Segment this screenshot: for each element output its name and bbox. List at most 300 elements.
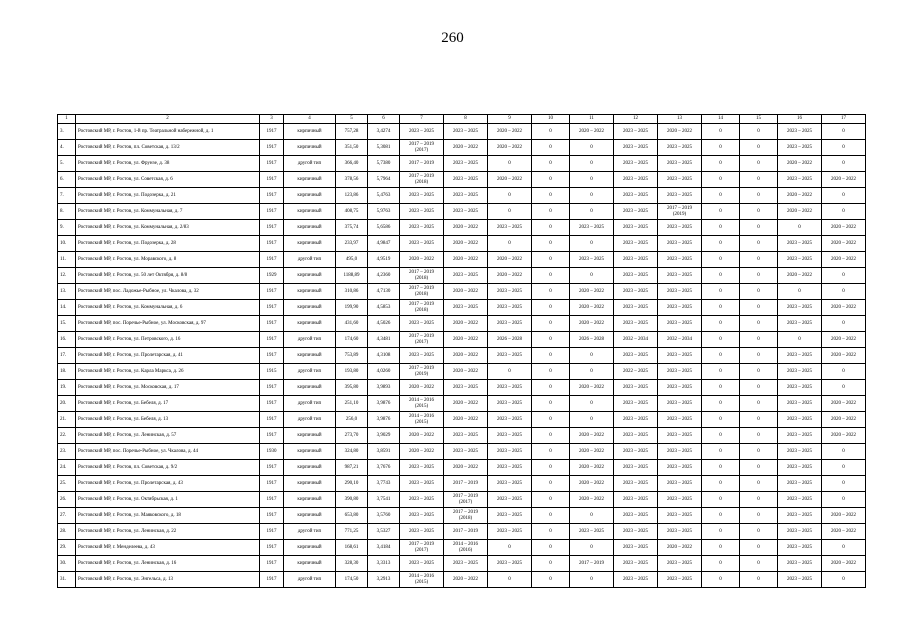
address-cell: Ростовский МР, г. Ростов, ул. Советская, д. 6 bbox=[76, 172, 260, 188]
table-cell: 2020 – 2022 bbox=[400, 428, 444, 444]
table-cell: 2023 – 2025 bbox=[658, 316, 702, 332]
table-cell: 168,61 bbox=[336, 540, 368, 556]
table-cell: 2023 – 2025 bbox=[614, 556, 658, 572]
column-number-cell: 9 bbox=[488, 115, 532, 124]
table-cell: 0 bbox=[740, 380, 778, 396]
table-cell: 0 bbox=[740, 124, 778, 140]
table-row bbox=[58, 172, 866, 188]
table-cell: 4,9847 bbox=[368, 236, 400, 252]
table-cell: 0 bbox=[532, 268, 570, 284]
table-row bbox=[58, 124, 866, 140]
table-cell: 2023 – 2025 bbox=[444, 204, 488, 220]
table-cell: 5,9763 bbox=[368, 204, 400, 220]
table-cell: 0 bbox=[532, 524, 570, 540]
table-cell: 2023 – 2025 bbox=[778, 300, 822, 316]
table-cell: 0 bbox=[702, 540, 740, 556]
table-cell: 0 bbox=[740, 492, 778, 508]
table-cell: 2023 – 2025 bbox=[658, 284, 702, 300]
column-number-cell: 10 bbox=[532, 115, 570, 124]
table-cell: 0 bbox=[740, 332, 778, 348]
table-cell: 2032 – 2034 bbox=[658, 332, 702, 348]
table-cell: 2020 – 2022 bbox=[570, 300, 614, 316]
table-cell: 2023 – 2025 bbox=[614, 524, 658, 540]
table-row bbox=[58, 332, 866, 348]
table-cell: 2020 – 2022 bbox=[488, 252, 532, 268]
schedule-table bbox=[57, 114, 866, 588]
table-cell: 2023 – 2025 bbox=[614, 156, 658, 172]
table-cell: 3,5327 bbox=[368, 524, 400, 540]
table-cell: 2020 – 2022 bbox=[822, 332, 866, 348]
table-row bbox=[58, 188, 866, 204]
row-number-cell: 3. bbox=[58, 124, 76, 140]
table-cell: 2023 – 2025 bbox=[658, 348, 702, 364]
row-number-cell: 19. bbox=[58, 380, 76, 396]
table-cell: 2023 – 2025 bbox=[400, 556, 444, 572]
address-cell: Ростовский МР, г. Ростов, ул. Маяковского, д. 18 bbox=[76, 508, 260, 524]
row-number-cell: 24. bbox=[58, 460, 76, 476]
table-cell: 2023 – 2025 bbox=[658, 508, 702, 524]
address-cell: Ростовский МР, г. Ростов, ул. Пролетарская, д. 43 bbox=[76, 476, 260, 492]
table-cell: кирпичный bbox=[284, 188, 336, 204]
table-cell: 2020 – 2022 bbox=[822, 252, 866, 268]
table-cell: 2023 – 2025 bbox=[658, 476, 702, 492]
table-cell: 0 bbox=[532, 476, 570, 492]
table-cell: 2020 – 2022 bbox=[444, 460, 488, 476]
table-cell: 0 bbox=[570, 172, 614, 188]
table-cell: 2014 – 2016 (2015) bbox=[400, 412, 444, 428]
table-cell: 0 bbox=[702, 524, 740, 540]
address-cell: Ростовский МР, г. Ростов, ул. 50 лет Октября, д. 8/8 bbox=[76, 268, 260, 284]
table-cell: 0 bbox=[740, 572, 778, 588]
row-number-cell: 4. bbox=[58, 140, 76, 156]
table-cell: 0 bbox=[570, 572, 614, 588]
table-cell: 2023 – 2025 bbox=[400, 220, 444, 236]
address-cell: Ростовский МР, г. Ростов, ул. Коммунальная, д. 6 bbox=[76, 300, 260, 316]
table-cell: 0 bbox=[702, 364, 740, 380]
table-cell: 1917 bbox=[260, 252, 284, 268]
table-cell: 2023 – 2025 bbox=[488, 348, 532, 364]
address-cell: Ростовский МР, г. Ростов, ул. Октябрьская, д. 1 bbox=[76, 492, 260, 508]
table-cell: 0 bbox=[740, 140, 778, 156]
table-cell: 0 bbox=[532, 204, 570, 220]
table-cell: 2023 – 2025 bbox=[488, 444, 532, 460]
table-cell: 0 bbox=[702, 172, 740, 188]
table-cell: 2020 – 2022 bbox=[570, 476, 614, 492]
table-cell: 2023 – 2025 bbox=[778, 316, 822, 332]
table-cell: 2023 – 2025 bbox=[614, 540, 658, 556]
table-cell: 2023 – 2025 bbox=[778, 412, 822, 428]
row-number-cell: 8. bbox=[58, 204, 76, 220]
table-cell: 1917 bbox=[260, 300, 284, 316]
table-cell: 3,7743 bbox=[368, 476, 400, 492]
table-cell: 5,6586 bbox=[368, 220, 400, 236]
table-cell: 0 bbox=[822, 316, 866, 332]
address-cell: Ростовский МР, г. Ростов, пл. Советская, д. 13/2 bbox=[76, 140, 260, 156]
table-cell: 2023 – 2025 bbox=[658, 428, 702, 444]
table-cell: 2023 – 2025 bbox=[400, 476, 444, 492]
address-cell: Ростовский МР, г. Ростов, ул. Коммунальная, д. 7 bbox=[76, 204, 260, 220]
table-cell: 2023 – 2025 bbox=[400, 204, 444, 220]
table-cell: 123,86 bbox=[336, 188, 368, 204]
table-cell: 0 bbox=[822, 140, 866, 156]
table-cell: 0 bbox=[532, 156, 570, 172]
table-cell: 2023 – 2025 bbox=[658, 364, 702, 380]
table-cell: 0 bbox=[740, 396, 778, 412]
table-cell: 0 bbox=[740, 508, 778, 524]
table-cell: 2020 – 2022 bbox=[444, 252, 488, 268]
table-cell: 2023 – 2025 bbox=[778, 348, 822, 364]
column-number-cell: 14 bbox=[702, 115, 740, 124]
table-cell: 0 bbox=[488, 236, 532, 252]
column-number-cell: 8 bbox=[444, 115, 488, 124]
table-cell: 2023 – 2025 bbox=[658, 188, 702, 204]
table-cell: 2020 – 2022 bbox=[444, 220, 488, 236]
table-cell: 2017 – 2019 (2018) bbox=[444, 508, 488, 524]
table-cell: 2023 – 2025 bbox=[614, 428, 658, 444]
table-cell: 273,70 bbox=[336, 428, 368, 444]
table-cell: 2023 – 2025 bbox=[614, 460, 658, 476]
row-number-cell: 31. bbox=[58, 572, 76, 588]
table-cell: 0 bbox=[740, 204, 778, 220]
column-number-cell: 12 bbox=[614, 115, 658, 124]
table-cell: 2023 – 2025 bbox=[614, 444, 658, 460]
table-cell: 2023 – 2025 bbox=[778, 540, 822, 556]
table-cell: 408,75 bbox=[336, 204, 368, 220]
table-cell: 0 bbox=[740, 268, 778, 284]
table-cell: 2023 – 2025 bbox=[658, 460, 702, 476]
table-cell: 0 bbox=[822, 444, 866, 460]
table-cell: 0 bbox=[532, 316, 570, 332]
table-cell: 0 bbox=[570, 364, 614, 380]
table-cell: 0 bbox=[740, 540, 778, 556]
table-cell: 2020 – 2022 bbox=[778, 188, 822, 204]
table-cell: 0 bbox=[740, 460, 778, 476]
table-cell: 2023 – 2025 bbox=[658, 412, 702, 428]
schedule-table-container bbox=[57, 114, 856, 588]
table-cell: 0 bbox=[488, 156, 532, 172]
table-cell: другой тип bbox=[284, 396, 336, 412]
table-cell: 0 bbox=[702, 428, 740, 444]
table-cell: 2023 – 2025 bbox=[400, 316, 444, 332]
table-cell: 0 bbox=[822, 156, 866, 172]
table-cell: 2023 – 2025 bbox=[778, 172, 822, 188]
column-number-cell: 4 bbox=[284, 115, 336, 124]
table-cell: 2020 – 2022 bbox=[822, 220, 866, 236]
table-cell: 0 bbox=[702, 476, 740, 492]
table-cell: другой тип bbox=[284, 364, 336, 380]
table-cell: 0 bbox=[702, 508, 740, 524]
table-cell: 0 bbox=[570, 156, 614, 172]
address-cell: Ростовский МР, пос. Поречье-Рыбное, ул. Чкалова, д. 44 bbox=[76, 444, 260, 460]
table-cell: 0 bbox=[740, 220, 778, 236]
table-cell: 2023 – 2025 bbox=[614, 124, 658, 140]
table-cell: 0 bbox=[740, 188, 778, 204]
table-cell: 0 bbox=[532, 236, 570, 252]
table-cell: 2020 – 2022 bbox=[488, 268, 532, 284]
table-cell: 2020 – 2022 bbox=[778, 156, 822, 172]
table-cell: 1917 bbox=[260, 476, 284, 492]
table-row bbox=[58, 476, 866, 492]
table-cell: 2020 – 2022 bbox=[570, 380, 614, 396]
table-cell: 2023 – 2025 bbox=[614, 412, 658, 428]
table-cell: 0 bbox=[740, 444, 778, 460]
table-cell: 0 bbox=[570, 412, 614, 428]
table-cell: 0 bbox=[778, 220, 822, 236]
table-cell: 757,28 bbox=[336, 124, 368, 140]
table-cell: 3,4274 bbox=[368, 124, 400, 140]
table-cell: 174,50 bbox=[336, 572, 368, 588]
column-number-cell: 3 bbox=[260, 115, 284, 124]
table-cell: 2023 – 2025 bbox=[488, 460, 532, 476]
table-cell: 0 bbox=[532, 348, 570, 364]
table-cell: 3,7676 bbox=[368, 460, 400, 476]
table-cell: 2023 – 2025 bbox=[778, 140, 822, 156]
table-cell: 2023 – 2025 bbox=[614, 316, 658, 332]
table-cell: 753,89 bbox=[336, 348, 368, 364]
table-cell: 2020 – 2022 bbox=[570, 124, 614, 140]
table-cell: 2017 – 2019 bbox=[570, 556, 614, 572]
table-cell: 2020 – 2022 bbox=[570, 460, 614, 476]
table-cell: 3,4184 bbox=[368, 540, 400, 556]
table-cell: 328,30 bbox=[336, 556, 368, 572]
table-row bbox=[58, 300, 866, 316]
table-cell: 2023 – 2025 bbox=[778, 524, 822, 540]
table-cell: 2020 – 2022 bbox=[822, 348, 866, 364]
table-cell: 0 bbox=[740, 316, 778, 332]
table-cell: 1917 bbox=[260, 188, 284, 204]
table-cell: 2020 – 2022 bbox=[444, 396, 488, 412]
column-number-cell: 17 bbox=[822, 115, 866, 124]
table-cell: 2023 – 2025 bbox=[444, 172, 488, 188]
table-cell: 0 bbox=[822, 492, 866, 508]
table-cell: 0 bbox=[740, 364, 778, 380]
table-cell: 0 bbox=[702, 156, 740, 172]
table-cell: 2020 – 2022 bbox=[822, 172, 866, 188]
table-cell: 2023 – 2025 bbox=[488, 492, 532, 508]
table-row bbox=[58, 252, 866, 268]
table-cell: 2032 – 2034 bbox=[614, 332, 658, 348]
row-number-cell: 16. bbox=[58, 332, 76, 348]
table-cell: 2020 – 2022 bbox=[822, 236, 866, 252]
table-cell: 2023 – 2025 bbox=[614, 172, 658, 188]
table-cell: 2023 – 2025 bbox=[658, 380, 702, 396]
table-cell: 2020 – 2022 bbox=[400, 380, 444, 396]
table-cell: 2023 – 2025 bbox=[488, 412, 532, 428]
table-cell: 0 bbox=[702, 348, 740, 364]
table-cell: 2023 – 2025 bbox=[570, 220, 614, 236]
table-cell: 0 bbox=[740, 252, 778, 268]
table-header-row bbox=[58, 115, 866, 124]
table-cell: 0 bbox=[822, 124, 866, 140]
table-cell: 2020 – 2022 bbox=[400, 252, 444, 268]
table-cell: 0 bbox=[532, 124, 570, 140]
table-cell: 771,25 bbox=[336, 524, 368, 540]
address-cell: Ростовский МР, г. Менделеева, д. 43 bbox=[76, 540, 260, 556]
table-cell: 0 bbox=[702, 124, 740, 140]
table-cell: 987,21 bbox=[336, 460, 368, 476]
table-cell: 0 bbox=[570, 268, 614, 284]
column-number-cell: 7 bbox=[400, 115, 444, 124]
table-cell: 2023 – 2025 bbox=[778, 476, 822, 492]
table-cell: 0 bbox=[532, 428, 570, 444]
table-cell: 310,86 bbox=[336, 284, 368, 300]
table-cell: кирпичный bbox=[284, 220, 336, 236]
table-cell: 2023 – 2025 bbox=[614, 204, 658, 220]
table-cell: 0 bbox=[702, 284, 740, 300]
table-cell: другой тип bbox=[284, 412, 336, 428]
table-cell: 2020 – 2022 bbox=[658, 540, 702, 556]
row-number-cell: 25. bbox=[58, 476, 76, 492]
table-row bbox=[58, 396, 866, 412]
table-cell: кирпичный bbox=[284, 476, 336, 492]
table-cell: 2023 – 2025 bbox=[444, 444, 488, 460]
table-cell: 0 bbox=[570, 204, 614, 220]
address-cell: Ростовский МР, г. Ростов, пл. Советская, д. 9/2 bbox=[76, 460, 260, 476]
table-cell: 2017 – 2019 bbox=[444, 524, 488, 540]
table-cell: 324,80 bbox=[336, 444, 368, 460]
table-cell: 1917 bbox=[260, 124, 284, 140]
table-cell: 2023 – 2025 bbox=[614, 140, 658, 156]
table-cell: 2023 – 2025 bbox=[488, 556, 532, 572]
table-cell: 0 bbox=[570, 236, 614, 252]
table-cell: 0 bbox=[532, 332, 570, 348]
table-cell: 378,56 bbox=[336, 172, 368, 188]
table-cell: 3,9876 bbox=[368, 412, 400, 428]
table-cell: 2023 – 2025 bbox=[488, 428, 532, 444]
table-cell: 2020 – 2022 bbox=[570, 428, 614, 444]
table-cell: 2023 – 2025 bbox=[778, 492, 822, 508]
table-row bbox=[58, 348, 866, 364]
row-number-cell: 14. bbox=[58, 300, 76, 316]
table-cell: кирпичный bbox=[284, 268, 336, 284]
table-cell: 0 bbox=[702, 412, 740, 428]
row-number-cell: 17. bbox=[58, 348, 76, 364]
table-row bbox=[58, 364, 866, 380]
table-cell: другой тип bbox=[284, 524, 336, 540]
table-cell: 2020 – 2022 bbox=[488, 124, 532, 140]
table-cell: 4,0260 bbox=[368, 364, 400, 380]
table-cell: 2020 – 2022 bbox=[488, 172, 532, 188]
table-row bbox=[58, 444, 866, 460]
table-cell: 1917 bbox=[260, 412, 284, 428]
table-cell: 2020 – 2022 bbox=[570, 492, 614, 508]
table-cell: 0 bbox=[570, 540, 614, 556]
row-number-cell: 26. bbox=[58, 492, 76, 508]
table-cell: 2023 – 2025 bbox=[778, 396, 822, 412]
table-cell: 2023 – 2025 bbox=[658, 572, 702, 588]
table-cell: 2023 – 2025 bbox=[658, 220, 702, 236]
table-cell: 0 bbox=[488, 364, 532, 380]
column-number-cell: 16 bbox=[778, 115, 822, 124]
table-row bbox=[58, 284, 866, 300]
table-cell: 0 bbox=[740, 476, 778, 492]
column-number-cell: 15 bbox=[740, 115, 778, 124]
address-cell: Ростовский МР, г. Ростов, ул. Московская, д. 17 bbox=[76, 380, 260, 396]
table-cell: 2017 – 2019 (2017) bbox=[400, 140, 444, 156]
table-cell: 2023 – 2025 bbox=[614, 284, 658, 300]
table-cell: 2023 – 2025 bbox=[614, 188, 658, 204]
table-cell: 0 bbox=[702, 460, 740, 476]
table-cell: 2023 – 2025 bbox=[488, 220, 532, 236]
table-cell: 2020 – 2022 bbox=[444, 412, 488, 428]
table-cell: 2023 – 2025 bbox=[488, 284, 532, 300]
table-cell: 0 bbox=[532, 188, 570, 204]
table-cell: 2022 – 2025 bbox=[614, 364, 658, 380]
table-cell: 3,9029 bbox=[368, 428, 400, 444]
address-cell: Ростовский МР, г. Ростов, ул. Ленинская, д. 22 bbox=[76, 524, 260, 540]
table-cell: 5,7380 bbox=[368, 156, 400, 172]
table-cell: 0 bbox=[822, 476, 866, 492]
table-cell: 2023 – 2025 bbox=[658, 556, 702, 572]
table-cell: 0 bbox=[488, 204, 532, 220]
table-cell: 2017 – 2019 (2019) bbox=[658, 204, 702, 220]
table-cell: 0 bbox=[532, 380, 570, 396]
table-cell: 2023 – 2025 bbox=[658, 140, 702, 156]
table-cell: 5,7964 bbox=[368, 172, 400, 188]
table-cell: кирпичный bbox=[284, 124, 336, 140]
row-number-cell: 15. bbox=[58, 316, 76, 332]
column-number-cell: 13 bbox=[658, 115, 702, 124]
table-cell: 0 bbox=[822, 188, 866, 204]
table-cell: 0 bbox=[822, 364, 866, 380]
table-cell: 0 bbox=[488, 188, 532, 204]
table-cell: 2023 – 2025 bbox=[444, 268, 488, 284]
table-cell: 0 bbox=[532, 172, 570, 188]
table-cell: 2023 – 2025 bbox=[488, 316, 532, 332]
table-cell: 2020 – 2022 bbox=[822, 412, 866, 428]
table-cell: 2023 – 2025 bbox=[614, 572, 658, 588]
table-row bbox=[58, 380, 866, 396]
table-cell: 3,9876 bbox=[368, 396, 400, 412]
table-cell: 1929 bbox=[260, 268, 284, 284]
table-cell: 2023 – 2025 bbox=[614, 492, 658, 508]
table-cell: 193,80 bbox=[336, 364, 368, 380]
table-cell: 1917 bbox=[260, 524, 284, 540]
table-cell: 2023 – 2025 bbox=[658, 172, 702, 188]
table-cell: 2023 – 2025 bbox=[488, 396, 532, 412]
table-cell: 2017 – 2019 bbox=[400, 156, 444, 172]
table-row bbox=[58, 428, 866, 444]
table-cell: 1917 bbox=[260, 140, 284, 156]
table-cell: 2020 – 2022 bbox=[488, 140, 532, 156]
table-cell: 4,5853 bbox=[368, 300, 400, 316]
table-cell: 290,10 bbox=[336, 476, 368, 492]
table-cell: 2023 – 2025 bbox=[488, 300, 532, 316]
table-row bbox=[58, 460, 866, 476]
table-cell: 4,3481 bbox=[368, 332, 400, 348]
table-cell: 233,97 bbox=[336, 236, 368, 252]
table-cell: 2023 – 2025 bbox=[614, 236, 658, 252]
table-cell: 2023 – 2025 bbox=[778, 252, 822, 268]
column-number-cell: 1 bbox=[58, 115, 76, 124]
table-cell: 0 bbox=[532, 444, 570, 460]
table-cell: кирпичный bbox=[284, 172, 336, 188]
table-cell: 0 bbox=[702, 204, 740, 220]
table-cell: 2023 – 2025 bbox=[488, 476, 532, 492]
table-cell: 2020 – 2022 bbox=[444, 348, 488, 364]
table-cell: 2023 – 2025 bbox=[658, 444, 702, 460]
table-cell: 4,9519 bbox=[368, 252, 400, 268]
table-cell: другой тип bbox=[284, 252, 336, 268]
table-cell: 2023 – 2025 bbox=[778, 380, 822, 396]
table-cell: 0 bbox=[822, 540, 866, 556]
table-cell: 2020 – 2022 bbox=[822, 396, 866, 412]
table-cell: 0 bbox=[702, 300, 740, 316]
table-row bbox=[58, 540, 866, 556]
column-number-cell: 6 bbox=[368, 115, 400, 124]
address-cell: Ростовский МР, г. Ростов, ул. Фрунзе, д. 38 bbox=[76, 156, 260, 172]
table-cell: 0 bbox=[822, 268, 866, 284]
